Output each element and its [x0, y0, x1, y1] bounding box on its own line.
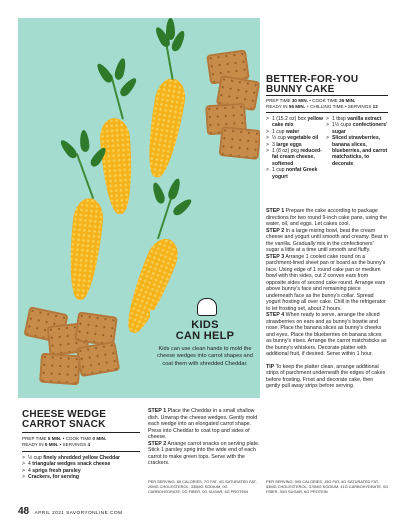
bunny-meta-line2: READY IN 55 MIN. + CHILLING TIME • SERVINGS 12: [266, 104, 378, 109]
cracker-image: [76, 341, 121, 377]
bunny-title-line1: BETTER-FOR-YOU: [266, 74, 359, 85]
kids-text: Kids can use clean hands to mold the cheese wedges into carrot shapes and coat them with shredded Cheddar.: [157, 346, 253, 367]
cheese-carrot-image: [65, 197, 105, 302]
ingredient-item: > ½ cup finely shredded yellow Cheddar: [22, 455, 142, 461]
cheese-carrot-image: [99, 117, 136, 215]
cheese-meta-line2: READY IN 5 MIN. • SERVINGS 4: [22, 442, 91, 447]
bunny-tip: TIP To keep the platter clean, arrange additional strips of parchment underneath the edges of cakes before frosting. Frost and decorate cake, then gently pull away strips before serving.: [266, 363, 386, 389]
cheese-meta-rule: [22, 451, 140, 452]
cheese-step-2: STEP 2 Arrange carrot snacks on serving plate. Stick 1 parsley sprig into the wide end of each carrot to make green tops. Serve with the crackers.: [148, 440, 260, 466]
parsley-leaf: [79, 130, 90, 153]
bunny-meta: [266, 98, 392, 110]
ingredient-item: > 1 cup water: [266, 129, 324, 135]
parsley-leaf: [95, 61, 115, 84]
cheese-nutrition: PER SERVING: 80 CALORIES, 7G FAT, 4G SATURATED FAT, 20MG CHOLESTEROL, 330MG SODIUM, 0G CARBOHYDRATE, 0G FIBER, 0G SUGAR, 4G PROTEIN: [148, 479, 257, 494]
parsley-leaf: [166, 18, 175, 40]
kids-title-line2: CAN HELP: [175, 330, 235, 342]
bunny-nutrition: PER SERVING: 300 CALORIES, 15G FAT, 4G SATURATED FAT, 53MG CHOLESTEROL, 370MG SODIUM, 41G CARBOHYDRATE, 0G FIBER, 30G SUGAR, 6G PROTEIN: [266, 479, 389, 494]
bunny-steps: [266, 208, 388, 390]
ingredient-item: > Crackers, for serving: [22, 474, 142, 480]
parsley-leaf: [118, 76, 139, 99]
bunny-step-1: STEP 1 Prepare the cake according to package directions for two round 9-inch cake pans, using the water, oil, and eggs. Let cakes cool.: [266, 208, 388, 227]
ingredient-item: > 1 (8 oz) pkg reduced-fat cream cheese, softened: [266, 148, 324, 167]
bunny-meta-rule: [266, 112, 388, 113]
cheese-carrot-image: [142, 76, 189, 180]
cracker-image: [219, 126, 260, 160]
cheese-steps: [148, 408, 260, 467]
cracker-image: [39, 353, 81, 386]
ingredient-item: > 1 tbsp vanilla extract: [326, 116, 390, 122]
kids-can-help-box: [150, 310, 260, 398]
parsley-leaf: [113, 57, 127, 81]
issue-line: APRIL 2021 SAVORYONLINE.COM: [34, 511, 123, 516]
bunny-recipe-title: [266, 75, 391, 94]
ingredient-item: > 1 (15.2 oz) box yellow cake mix: [266, 116, 324, 129]
bunny-title-rule: [266, 95, 388, 96]
bunny-meta-line1: PREP TIME 30 MIN. • COOK TIME 25 MIN.: [266, 98, 356, 103]
cheese-meta-line1: PREP TIME 5 MIN. • COOK TIME 0 MIN.: [22, 436, 107, 441]
ingredient-item: > ⅓ cup vegetable oil: [266, 135, 324, 141]
cheese-recipe-title: [22, 410, 142, 429]
kids-title: [150, 320, 260, 342]
bunny-ingredient-list-1: [266, 116, 324, 180]
cheese-title-line1: CHEESE WEDGE: [22, 409, 107, 420]
ingredient-item: > 1 cup nonfat Greek yogurt: [266, 167, 324, 180]
ingredient-item: > 4 sprigs fresh parsley: [22, 468, 142, 474]
parsley-stem: [110, 75, 124, 120]
ingredient-item: > 4 triangular wedges snack cheese: [22, 461, 142, 467]
kids-title-line1: KIDS: [191, 319, 219, 331]
page-number: 48: [18, 506, 30, 517]
cheese-title-rule: [22, 432, 140, 433]
cheese-meta: [22, 436, 142, 448]
ingredient-item: > 3 large eggs: [266, 142, 324, 148]
cheese-ingredient-list: [22, 455, 142, 481]
ingredient-item: > Sliced strawberries, banana slices, blueberries, and carrot matchsticks, to decorate: [326, 135, 390, 167]
parsley-leaf: [58, 138, 79, 161]
ingredient-item: > 1½ cups confectioners' sugar: [326, 122, 390, 135]
bunny-step-4: STEP 4 When ready to serve, arrange the sliced strawberries on ears and as bunny's bowtie and nose. Place the banana slices as bunny's cheeks and eyes. Place the blueberries on banana slices as bunny's irises. Arrange the carrot matchsticks as the bunny's whiskers. Decorate platter with additional fruit, if desired. Serve within 1 hour.: [266, 312, 387, 357]
bunny-step-3: STEP 3 Arrange 1 cooled cake round on a parchment-lined sheet pan or board as the bunny's face. Using edge of 1 round cake pan or medium bowl with thin sides, cut 2 convex ears from opposite sides of second cake round. Arrange ears above bunny's face and remaining piece underneath face as the bunny's collar. Spread yogurt frosting all over cake. Chill in the refrigerator to let frosting set, about 2 hours.: [266, 253, 386, 312]
chef-hat-icon: [197, 298, 217, 316]
bunny-step-2: STEP 2 In a large mixing bowl, beat the cream cheese and yogurt until smooth and creamy. Beat in the vanilla. Gradually mix in the confectioners' sugar a little at a time until smooth and fluffy.: [266, 227, 388, 253]
bunny-title-line2: BUNNY CAKE: [266, 83, 335, 95]
bunny-ingredient-list-2: [326, 116, 390, 167]
parsley-leaf: [151, 181, 167, 205]
parsley-leaf: [171, 196, 194, 217]
cheese-step-1: STEP 1 Place the Cheddar in a small shallow dish. Unwrap the cheese wedges. Gently mold each wedge into an elongated carrot shape. Press into Cheddar to coat top and sides of cheese.: [148, 408, 258, 440]
page-footer: [18, 506, 122, 517]
cheese-title-line2: CARROT SNACK: [22, 418, 106, 430]
parsley-leaf: [167, 177, 183, 201]
